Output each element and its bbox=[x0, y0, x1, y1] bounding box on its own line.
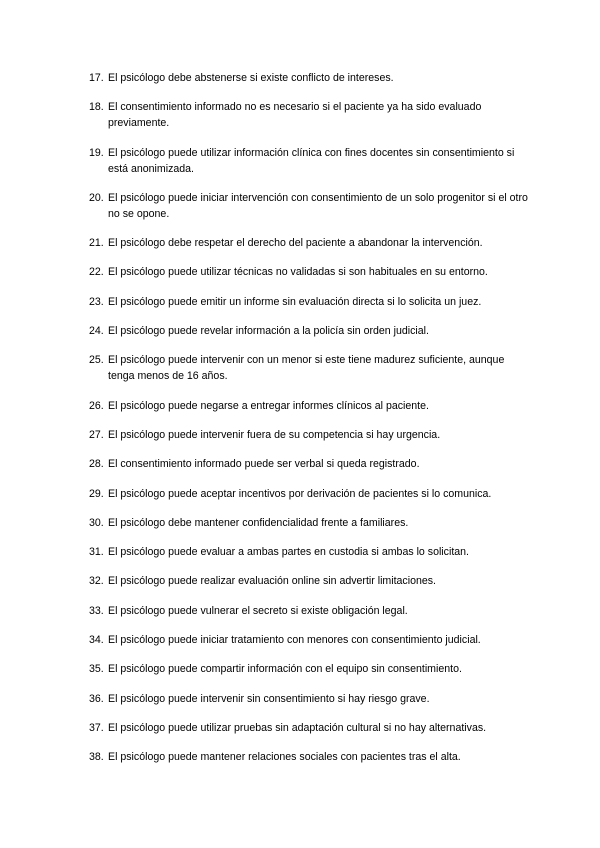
item-number: 25. bbox=[89, 354, 104, 367]
list-item bbox=[89, 661, 529, 677]
list-item bbox=[89, 486, 529, 502]
item-number: 20. bbox=[89, 191, 104, 204]
item-number: 38. bbox=[89, 751, 104, 764]
item-number: 34. bbox=[89, 634, 104, 647]
item-number: 18. bbox=[89, 101, 104, 114]
item-number: 24. bbox=[89, 325, 104, 338]
list-item bbox=[89, 573, 529, 589]
item-text: El psicólogo puede vulnerar el secreto si existe obligación legal. bbox=[108, 604, 408, 617]
item-number: 23. bbox=[89, 295, 104, 308]
list-item bbox=[89, 352, 529, 384]
item-text: El psicólogo debe mantener confidencialidad frente a familiares. bbox=[108, 516, 409, 529]
item-text: El psicólogo puede iniciar intervención con consentimiento de un solo progenitor si el otro no se opone. bbox=[108, 191, 528, 220]
item-number: 36. bbox=[89, 692, 104, 705]
list-item bbox=[89, 515, 529, 531]
list-item bbox=[89, 544, 529, 560]
item-text: El psicólogo puede iniciar tratamiento con menores con consentimiento judicial. bbox=[108, 634, 481, 647]
item-text: El consentimiento informado puede ser verbal si queda registrado. bbox=[108, 458, 420, 471]
list-item bbox=[89, 632, 529, 648]
item-number: 28. bbox=[89, 458, 104, 471]
list-item bbox=[89, 235, 529, 251]
list-item bbox=[89, 720, 529, 736]
statement-list bbox=[89, 70, 529, 779]
list-item bbox=[89, 398, 529, 414]
item-text: El psicólogo puede negarse a entregar informes clínicos al paciente. bbox=[108, 399, 429, 412]
item-text: El psicólogo puede aceptar incentivos por derivación de pacientes si lo comunica. bbox=[108, 487, 492, 500]
list-item bbox=[89, 456, 529, 472]
item-number: 32. bbox=[89, 575, 104, 588]
item-text: El consentimiento informado no es necesario si el paciente ya ha sido evaluado previamente. bbox=[108, 101, 482, 130]
item-number: 22. bbox=[89, 266, 104, 279]
item-text: El psicólogo puede mantener relaciones sociales con pacientes tras el alta. bbox=[108, 751, 461, 764]
item-text: El psicólogo puede revelar información a la policía sin orden judicial. bbox=[108, 325, 429, 338]
item-number: 19. bbox=[89, 146, 104, 159]
item-number: 31. bbox=[89, 546, 104, 559]
item-number: 35. bbox=[89, 663, 104, 676]
item-number: 37. bbox=[89, 721, 104, 734]
item-number: 17. bbox=[89, 72, 104, 84]
item-text: El psicólogo puede intervenir fuera de su competencia si hay urgencia. bbox=[108, 428, 441, 441]
list-item bbox=[89, 749, 529, 765]
list-item bbox=[89, 190, 529, 222]
item-text: El psicólogo puede intervenir sin consentimiento si hay riesgo grave. bbox=[108, 692, 430, 705]
item-text: El psicólogo puede intervenir con un menor si este tiene madurez suficiente, aunque tenga menos de 16 años. bbox=[108, 354, 505, 383]
item-text: El psicólogo puede emitir un informe sin evaluación directa si lo solicita un juez. bbox=[108, 295, 482, 308]
item-text: El psicólogo puede utilizar técnicas no validadas si son habituales en su entorno. bbox=[108, 266, 488, 279]
list-item bbox=[89, 691, 529, 707]
list-item bbox=[89, 427, 529, 443]
item-text: El psicólogo puede evaluar a ambas partes en custodia si ambas lo solicitan. bbox=[108, 546, 469, 559]
item-text: El psicólogo puede realizar evaluación online sin advertir limitaciones. bbox=[108, 575, 436, 588]
list-item bbox=[89, 99, 529, 131]
item-number: 29. bbox=[89, 487, 104, 500]
item-text: El psicólogo puede compartir información con el equipo sin consentimiento. bbox=[108, 663, 462, 676]
list-item bbox=[89, 264, 529, 280]
list-item bbox=[89, 603, 529, 619]
list-item bbox=[89, 294, 529, 310]
item-text: El psicólogo debe abstenerse si existe conflicto de intereses. bbox=[108, 72, 394, 84]
item-number: 33. bbox=[89, 604, 104, 617]
list-item bbox=[89, 145, 529, 177]
list-item bbox=[89, 70, 529, 86]
item-number: 30. bbox=[89, 516, 104, 529]
list-item bbox=[89, 323, 529, 339]
item-number: 27. bbox=[89, 428, 104, 441]
item-text: El psicólogo puede utilizar pruebas sin adaptación cultural si no hay alternativas. bbox=[108, 721, 487, 734]
item-number: 26. bbox=[89, 399, 104, 412]
item-text: El psicólogo puede utilizar información clínica con fines docentes sin consentimiento si está anonimizada. bbox=[108, 146, 515, 175]
item-text: El psicólogo debe respetar el derecho del paciente a abandonar la intervención. bbox=[108, 237, 483, 250]
item-number: 21. bbox=[89, 237, 104, 250]
